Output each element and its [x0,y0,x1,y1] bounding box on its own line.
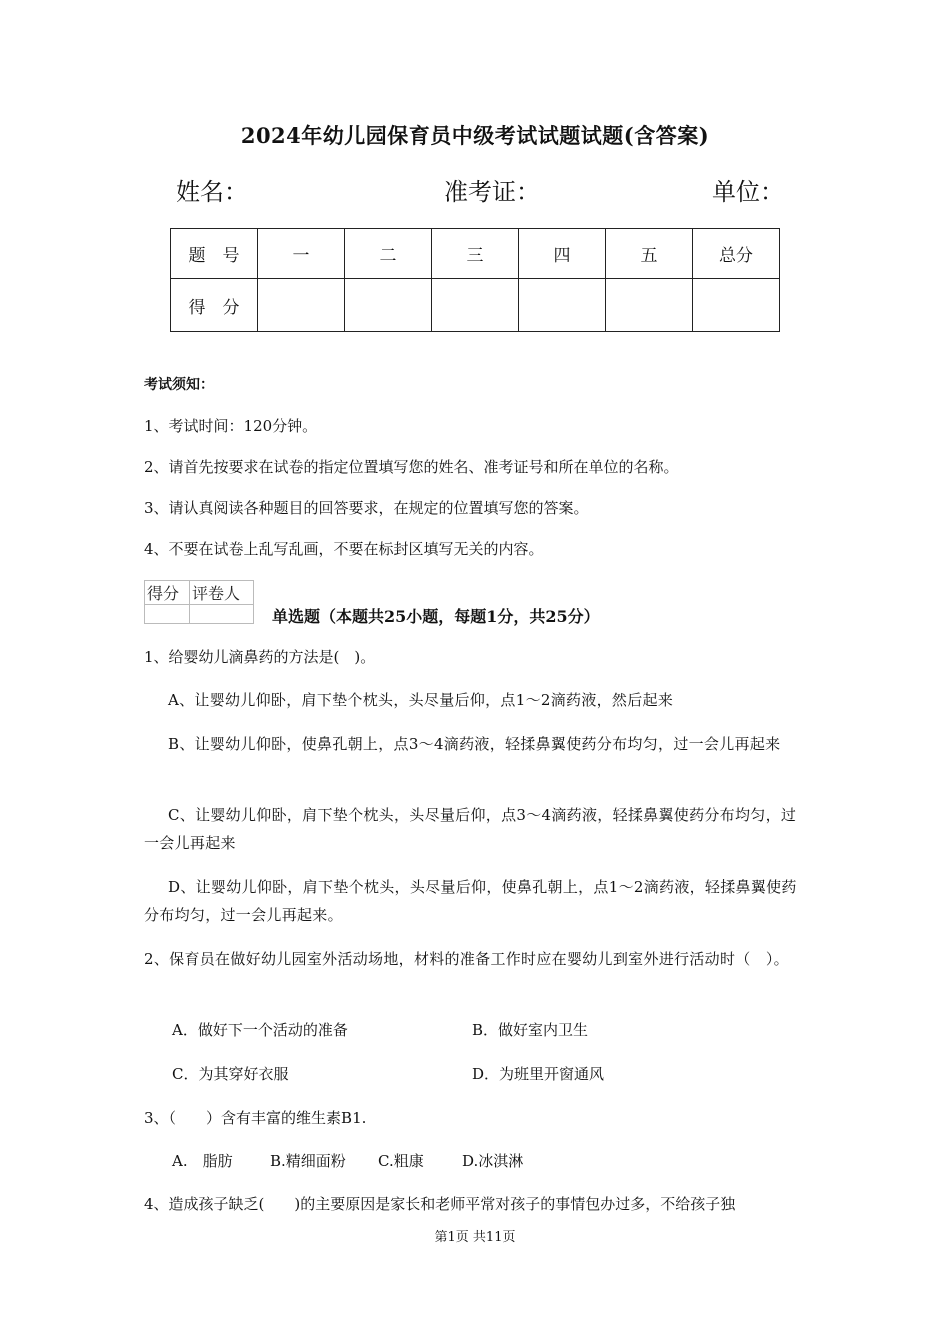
question-3-option-a[interactable]: A. 脂肪 [172,1152,233,1170]
notice-item: 4、不要在试卷上乱写乱画，不要在标封区填写无关的内容。 [144,540,544,558]
score-header-1: 一 [258,229,345,279]
score-cell-1[interactable] [258,279,345,332]
score-header-5: 五 [606,229,693,279]
score-header-3: 三 [432,229,519,279]
score-table-header-row [171,229,780,279]
notice-heading: 考试须知： [144,377,214,393]
question-2-option-b[interactable]: B．做好室内卫生 [472,1021,589,1039]
notice-item: 2、请首先按要求在试卷的指定位置填写您的姓名、准考证号和所在单位的名称。 [144,458,679,476]
name-field-label: 姓名： [176,178,248,206]
page-title: 2024年幼儿园保育员中级考试试题试题(含答案) [240,123,710,148]
exam-number-field-label: 准考证： [444,178,540,206]
notice-item: 1、考试时间：120分钟。 [144,417,318,435]
question-3-option-b[interactable]: B.精细面粉 [270,1152,346,1170]
unit-field-label: 单位： [712,178,784,206]
question-1-option-a[interactable]: A、让婴幼儿仰卧，肩下垫个枕头，头尽量后仰，点1～2滴药液，然后起来 [168,691,674,709]
score-cell-2[interactable] [345,279,432,332]
score-table-score-row [171,279,780,332]
question-2-option-d[interactable]: D．为班里开窗通风 [472,1065,605,1083]
question-2-option-c[interactable]: C．为其穿好衣服 [172,1065,289,1083]
question-1-stem: 1、给婴幼儿滴鼻药的方法是( )。 [144,648,376,666]
notice-item: 3、请认真阅读各种题目的回答要求，在规定的位置填写您的答案。 [144,499,589,517]
question-3-option-d[interactable]: D.冰淇淋 [462,1152,524,1170]
grader-reviewer-cell[interactable] [190,605,254,624]
question-2-stem: 2、保育员在做好幼儿园室外活动场地，材料的准备工作时应在婴幼儿到室外进行活动时（ ）。 [144,950,789,968]
question-1-option-b[interactable]: B、让婴幼儿仰卧，使鼻孔朝上，点3～4滴药液，轻揉鼻翼使药分布均匀，过一会儿再起来 [168,735,781,753]
question-3-stem: 3、（ ）含有丰富的维生素B1. [144,1109,367,1127]
question-1-option-d[interactable]: D、让婴幼儿仰卧，肩下垫个枕头，头尽量后仰，使鼻孔朝上，点1～2滴药液，轻揉鼻翼使药分布均匀，过一会儿再起来。 [144,878,797,924]
grader-score-cell[interactable] [145,605,190,624]
question-4-stem: 4、造成孩子缺乏( )的主要原因是家长和老师平常对孩子的事情包办过多，不给孩子独 [144,1195,736,1213]
score-header-label: 题 号 [171,229,258,279]
score-header-4: 四 [519,229,606,279]
score-table [170,228,780,332]
score-cell-3[interactable] [432,279,519,332]
grader-reviewer-label: 评卷人 [190,581,254,605]
score-header-2: 二 [345,229,432,279]
score-cell-4[interactable] [519,279,606,332]
question-2-option-a[interactable]: A．做好下一个活动的准备 [172,1021,348,1039]
page-footer: 第1页 共11页 [434,1230,516,1245]
score-row-label: 得 分 [171,279,258,332]
question-1-option-c[interactable]: C、让婴幼儿仰卧，肩下垫个枕头，头尽量后仰，点3～4滴药液，轻揉鼻翼使药分布均匀，过一会儿再起来 [144,806,797,852]
score-cell-total[interactable] [693,279,780,332]
question-3-option-c[interactable]: C.粗康 [378,1152,424,1170]
grader-score-label: 得分 [145,581,190,605]
score-cell-5[interactable] [606,279,693,332]
score-header-total: 总分 [693,229,780,279]
section-title: 单选题（本题共25小题，每题1分，共25分） [272,607,600,626]
grader-box [144,580,254,624]
